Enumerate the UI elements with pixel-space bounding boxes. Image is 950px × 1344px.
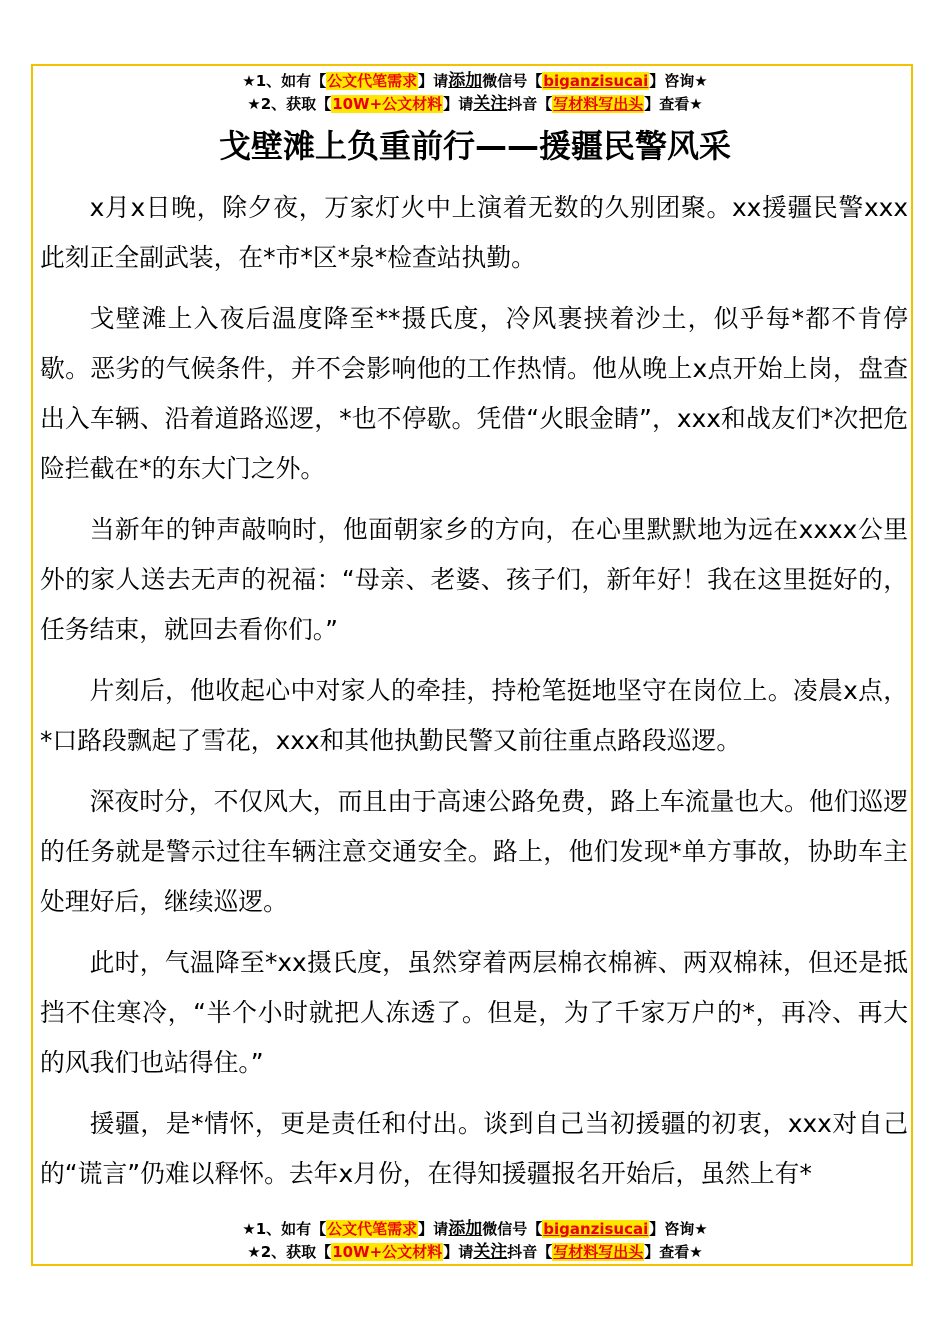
promo-text: 微信号【 (482, 72, 543, 90)
promo-emphasis: 关注 (473, 94, 508, 114)
promo-highlight: 10W+公文材料 (332, 95, 443, 113)
promo-highlight: 10W+公文材料 (332, 1243, 443, 1261)
promo-line-1 (0, 70, 950, 93)
promo-line-2 (0, 1241, 950, 1264)
promo-highlight: 公文代笔需求 (327, 1220, 418, 1238)
promo-banner-bottom (0, 1218, 950, 1264)
promo-text: ★2、获取【 (247, 1243, 332, 1261)
promo-wechat-id: biganzisucai (543, 1220, 649, 1238)
paragraph: 戈壁滩上入夜后温度降至**摄氏度，冷风裹挟着沙土，似乎每*都不肯停歇。恶劣的气候条件，并不会影响他的工作热情。他从晚上x点开始上岗，盘查出入车辆、沿着道路巡逻，*也不停歇。凭借“火眼金睛”，xxx和战友们*次把危险拦截在*的东大门之外。 (40, 304, 908, 483)
document-body (40, 183, 908, 1210)
paragraph: 当新年的钟声敲响时，他面朝家乡的方向，在心里默默地为远在xxxx公里外的家人送去无声的祝福：“母亲、老婆、孩子们，新年好！我在这里挺好的，任务结束，就回去看你们。” (40, 515, 908, 644)
promo-banner-top (0, 70, 950, 116)
paragraph: 深夜时分，不仅风大，而且由于高速公路免费，路上车流量也大。他们巡逻的任务就是警示过往车辆注意交通安全。路上，他们发现*单方事故，协助车主处理好后，继续巡逻。 (40, 787, 908, 916)
promo-text: 】请 (443, 95, 474, 113)
promo-line-1 (0, 1218, 950, 1241)
promo-text: 抖音【 (507, 95, 553, 113)
promo-douyin-id: 写材料写出头 (553, 95, 644, 113)
promo-text: 】咨询★ (649, 72, 708, 90)
promo-wechat-id: biganzisucai (543, 72, 649, 90)
promo-text: ★1、如有【 (242, 72, 327, 90)
promo-text: 】咨询★ (649, 1220, 708, 1238)
promo-text: 】请 (418, 72, 449, 90)
promo-text: 】查看★ (644, 95, 703, 113)
promo-text: 】请 (443, 1243, 474, 1261)
promo-highlight: 公文代笔需求 (327, 72, 418, 90)
paragraph: 片刻后，他收起心中对家人的牵挂，持枪笔挺地坚守在岗位上。凌晨x点，*口路段飘起了雪花，xxx和其他执勤民警又前往重点路段巡逻。 (40, 676, 908, 755)
paragraph: x月x日晚，除夕夜，万家灯火中上演着无数的久别团聚。xx援疆民警xxx此刻正全副武装，在*市*区*泉*检查站执勤。 (40, 193, 908, 272)
promo-text: ★2、获取【 (247, 95, 332, 113)
promo-emphasis: 关注 (473, 1242, 508, 1262)
promo-text: 】请 (418, 1220, 449, 1238)
paragraph: 此时，气温降至*xx摄氏度，虽然穿着两层棉衣棉裤、两双棉袜，但还是抵挡不住寒冷，“半个小时就把人冻透了。但是，为了千家万户的*，再冷、再大的风我们也站得住。” (40, 948, 908, 1077)
promo-text: 抖音【 (507, 1243, 553, 1261)
document-title: 戈壁滩上负重前行——援疆民警风采 (218, 127, 731, 165)
promo-text: 微信号【 (482, 1220, 543, 1238)
promo-douyin-id: 写材料写出头 (553, 1243, 644, 1261)
promo-emphasis: 添加 (448, 71, 483, 91)
promo-emphasis: 添加 (448, 1219, 483, 1239)
paragraph: 援疆，是*情怀，更是责任和付出。谈到自己当初援疆的初衷，xxx对自己的“谎言”仍难以释怀。去年x月份，在得知援疆报名开始后，虽然上有* (40, 1109, 908, 1188)
promo-line-2 (0, 93, 950, 116)
promo-text: ★1、如有【 (242, 1220, 327, 1238)
promo-text: 】查看★ (644, 1243, 703, 1261)
